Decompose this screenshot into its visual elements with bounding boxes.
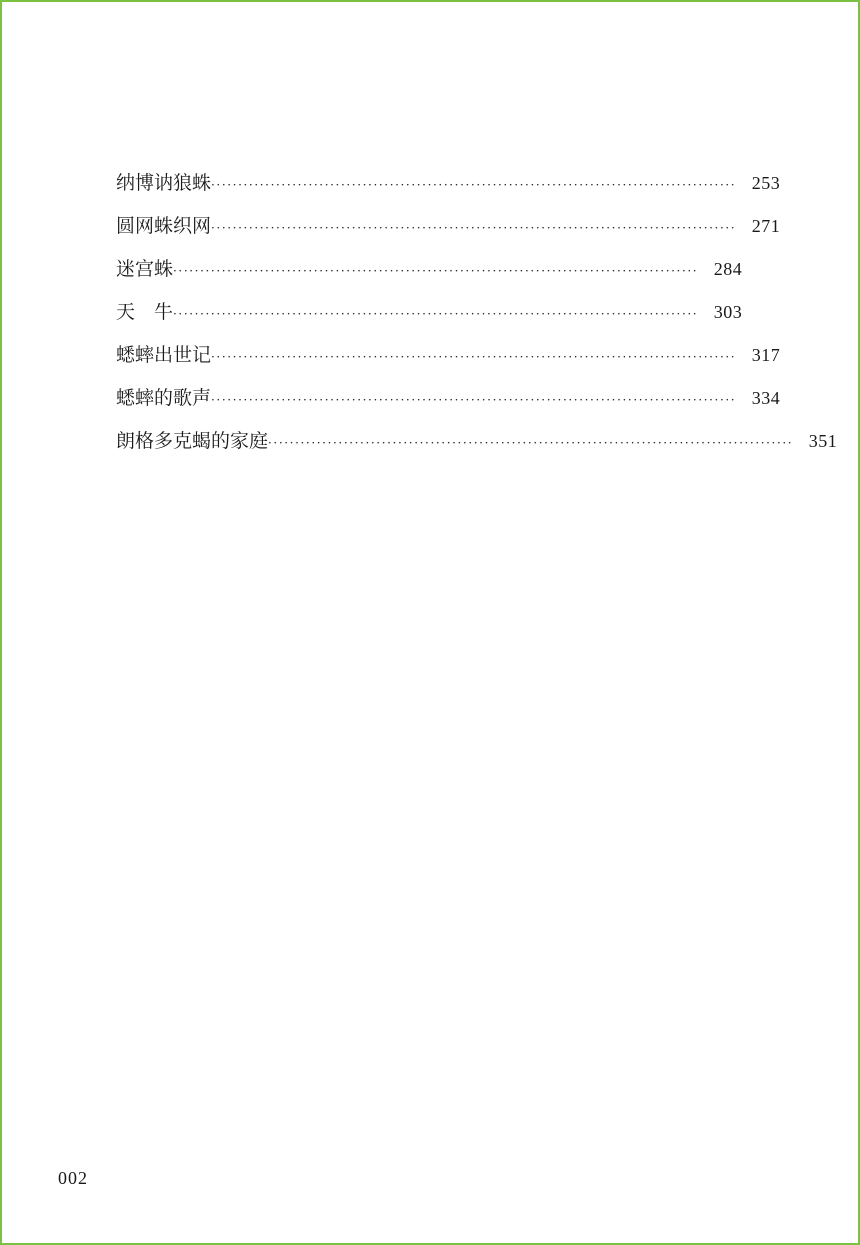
toc-dot-leader: ································································································· — [211, 178, 737, 192]
toc-entry-title: 天 牛 — [116, 301, 174, 323]
toc-entry-page: 271 — [751, 216, 781, 236]
toc-entry-title: 迷宫蛛 — [116, 258, 174, 280]
toc-entry[interactable] — [116, 168, 781, 211]
toc-dot-leader: ································································································· — [211, 393, 737, 407]
toc-dot-leader: ································································································· — [211, 350, 737, 364]
page-number: 002 — [58, 1168, 88, 1188]
toc-dot-leader: ································································································· — [173, 264, 699, 278]
toc-entry-page: 253 — [751, 173, 781, 193]
toc-entry-title: 纳博讷狼蛛 — [116, 172, 212, 194]
toc-entry[interactable] — [116, 211, 781, 254]
table-of-contents — [116, 168, 838, 469]
toc-dot-leader: ································································································· — [211, 221, 737, 235]
toc-entry[interactable] — [116, 254, 743, 297]
toc-entry-title: 蟋蟀出世记 — [116, 344, 212, 366]
toc-entry-title: 朗格多克蝎的家庭 — [116, 430, 269, 452]
toc-entry-page: 303 — [713, 302, 743, 322]
toc-entry[interactable] — [116, 297, 743, 340]
toc-entry-page: 351 — [808, 431, 838, 451]
toc-entry[interactable] — [116, 383, 781, 426]
toc-entry-title: 圆网蛛织网 — [116, 215, 212, 237]
toc-entry[interactable] — [116, 340, 781, 383]
toc-entry-page: 284 — [713, 259, 743, 279]
toc-dot-leader: ································································································· — [173, 307, 699, 321]
toc-entry[interactable] — [116, 426, 838, 469]
toc-dot-leader: ································································································· — [268, 436, 794, 450]
toc-entry-title: 蟋蟀的歌声 — [116, 387, 212, 409]
toc-entry-page: 317 — [751, 345, 781, 365]
toc-entry-page: 334 — [751, 388, 781, 408]
